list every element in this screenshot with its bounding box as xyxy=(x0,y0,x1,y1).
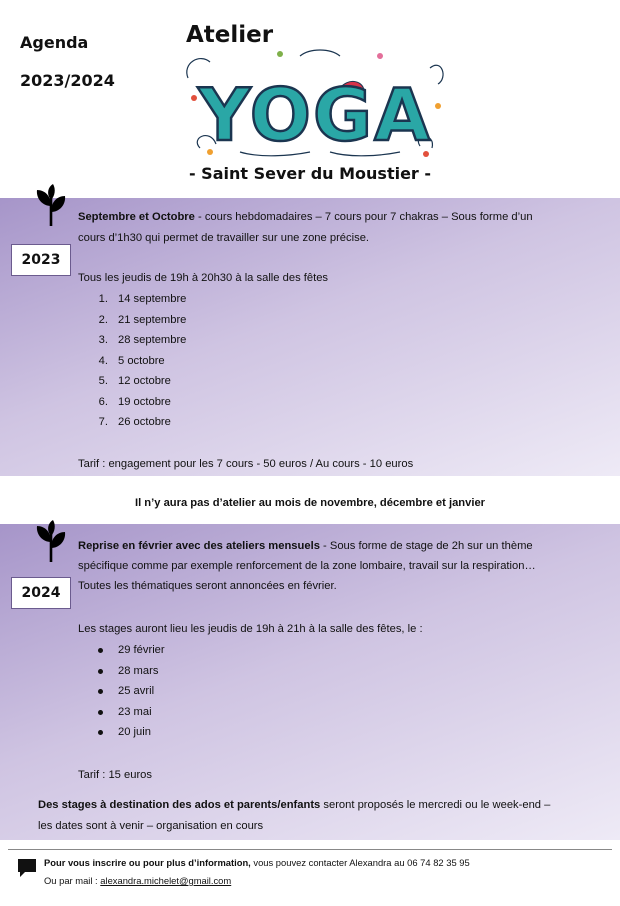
bullet-dot xyxy=(98,730,103,735)
footer-contact-bold: Pour vous inscrire ou pour plus d’information, xyxy=(44,857,251,868)
list-item: 20 juin xyxy=(93,722,293,743)
list-item: 23 mai xyxy=(93,702,293,723)
bullet-dot xyxy=(98,689,103,694)
bullet-dot xyxy=(98,669,103,674)
ados-info xyxy=(38,795,608,815)
place-title: - Saint Sever du Moustier - xyxy=(188,164,432,183)
dates-list-2023 xyxy=(93,289,293,433)
bullet-dot xyxy=(98,710,103,715)
intro-2023-line2: cours d’1h30 qui permet de travailler sur une zone précise. xyxy=(78,232,370,244)
footer-contact xyxy=(44,857,470,868)
agenda-label: Agenda xyxy=(20,33,89,52)
dates-list-2024 xyxy=(93,640,293,743)
list-item: 1. 14 septembre xyxy=(98,293,187,305)
chat-bubble-icon xyxy=(17,858,37,878)
notice-no-workshop: Il n’y aura pas d’atelier au mois de novembre, décembre et janvier xyxy=(134,497,486,509)
year-badge-2023: 2023 xyxy=(11,244,71,276)
agenda-years: 2023/2024 xyxy=(20,71,115,90)
list-item: 4. 5 octobre xyxy=(98,354,165,367)
schedule-2024: Les stages auront lieu les jeudis de 19h à 21h à la salle des fêtes, le : xyxy=(78,623,423,635)
schedule-2023: Tous les jeudis de 19h à 20h30 à la salle des fêtes xyxy=(78,272,329,284)
intro-2024 xyxy=(78,536,598,556)
intro-2023-rest: - cours hebdomadaires – 7 cours pour 7 chakras – Sous forme d’un xyxy=(194,211,533,223)
ados-rest: seront proposés le mercredi ou le week-end – xyxy=(320,799,551,811)
list-item: 25 avril xyxy=(93,681,293,702)
footer-mail-label: Ou par mail : xyxy=(44,875,101,886)
intro-2024-rest: - Sous forme de stage de 2h sur un thème xyxy=(319,540,533,552)
yoga-logo-lettering: YOGA xyxy=(198,73,432,157)
intro-2023 xyxy=(78,207,598,227)
footer-contact-rest: vous pouvez contacter Alexandra au 06 74 82 35 95 xyxy=(250,857,470,868)
atelier-title: Atelier xyxy=(186,22,274,48)
list-item: 6. 19 octobre xyxy=(98,395,171,408)
yoga-logo xyxy=(180,48,450,160)
intro-2023-bold: Septembre et Octobre xyxy=(78,211,195,223)
list-item: 7. 26 octobre xyxy=(98,416,171,428)
list-item: 29 février xyxy=(93,640,293,661)
list-item: 28 mars xyxy=(93,661,293,682)
tarif-2023: Tarif : engagement pour les 7 cours - 50 euros / Au cours - 10 euros xyxy=(78,458,414,470)
footer-divider xyxy=(8,849,612,850)
email-link[interactable]: alexandra.michelet@gmail.com xyxy=(100,875,232,886)
ados-line2: les dates sont à venir – organisation en cours xyxy=(38,820,264,832)
year-badge-2024: 2024 xyxy=(11,577,71,609)
tarif-2024: Tarif : 15 euros xyxy=(78,769,152,781)
sprout-icon xyxy=(34,184,68,226)
list-item: 3. 28 septembre xyxy=(98,334,187,346)
list-item: 5. 12 octobre xyxy=(98,375,171,387)
footer-mail xyxy=(44,875,231,886)
list-item: 2. 21 septembre xyxy=(98,313,187,326)
intro-2024-line2: spécifique comme par exemple renforcement de la zone lombaire, travail sur la respiration… xyxy=(78,560,536,572)
sprout-icon xyxy=(34,520,68,562)
ados-bold: Des stages à destination des ados et parents/enfants xyxy=(38,799,321,811)
intro-2024-bold: Reprise en février avec des ateliers mensuels xyxy=(78,540,320,552)
intro-2024-line3: Toutes les thématiques seront annoncées en février. xyxy=(78,580,337,592)
bullet-dot xyxy=(98,648,103,653)
